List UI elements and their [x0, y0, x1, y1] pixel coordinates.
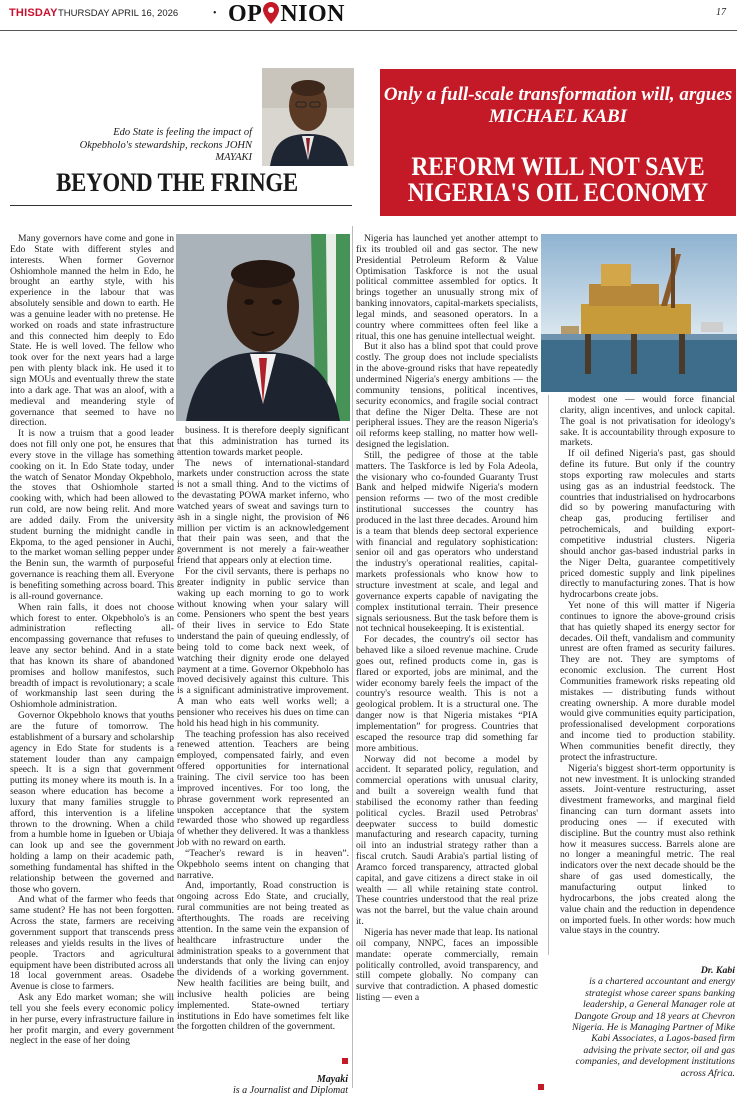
- paragraph: The news of international-standard markets under construction across the state is not a small thing. And to the victims of the devastating POWA market inferno, who watched years of sweat and savings turn to ash in a single night, the provision of ₦6 million per victim is an acknowledgement that their pain was seen, and that the government is not merely a fair-weather friend that appears only at election time.: [177, 457, 349, 567]
- kicker-right: Only a full-scale transformation will, argues MICHAEL KABI: [383, 84, 733, 127]
- bio-name: Dr. Kabi: [700, 965, 735, 976]
- headline-right: REFORM WILL NOT SAVE NIGERIA'S OIL ECONOMY: [407, 152, 709, 207]
- paragraph: It is now a truism that a good leader does not fill only one pot, he ensures that every stove in the village has something cooking on it. In Edo State today, under the watch of Senator Monday Okpebholo, the stoves that Oshiomhole started cooking with, which had been allowed to run cold, are now being relit. And more are added daily. From the university student burning the midnight candle in Ekpoma, to the aged pensioner in Auchi, to the market woman selling pepper under the Benin sun, the warmth of purposeful governance is reaching them all. Everyone is benefiting something across board. This is all-round governance.: [10, 428, 174, 602]
- paragraph: Still, the pedigree of those at the table matters. The Taskforce is led by Fola Adeola, the visionary who co-founded Guaranty Trust Bank and helped midwife Nigeria's modern pension reforms — two of the most credible institutional successes the country has produced in the last three decades. Around him is a team that blends deep sectoral experience with financial and regulatory sophistication: senior oil and gas operators who understand the industry's operational realities, capital-markets professionals who know how to structure investment at scale, and legal and governance experts capable of navigating the complex institutional terrain. Their presence signals seriousness. But the task before them is not technical housekeeping. It is existential.: [356, 449, 538, 635]
- location-pin-icon: [263, 2, 279, 31]
- paragraph: Nigeria has launched yet another attempt to fix its troubled oil and gas sector. The new Presidential Petroleum Reform & Value Optimisation Taskforce is not the usual political committee assembled for optics. It brings together an unusually strong mix of banking innovators, capital-markets specialists, legal minds, and seasoned operators. In a country where committees often feel like a ritual, this one has genuine intellectual weight.: [356, 233, 538, 342]
- headline-left: BEYOND THE FRINGE: [56, 168, 298, 197]
- section-title-part: OP: [228, 1, 263, 27]
- author-signature-left: [180, 1074, 348, 1096]
- paragraph: If oil defined Nigeria's past, gas should define its future. But only if the country stops exporting raw molecules and starts using gas as an industrial feedstock. The countries that industrialised on hydrocarbons did so by powering manufacturing with cheap gas, producing fertiliser and petrochemicals, and building export-competitive industrial clusters. Nigeria should anchor gas-based industrial parks in the Niger Delta, guarantee competitively priced domestic supply and link pipelines directly to manufacturing zones. That is how hydrocarbons create jobs.: [560, 448, 735, 601]
- standfirst-left: Edo State is feeling the impact of Okpebholo's stewardship, reckons JOHN MAYAKI: [79, 127, 252, 163]
- paragraph: When rain falls, it does not choose which forest to enter. Okpebholo's is an administration reflecting all-encompassing governance that refuses to leave any sector behind. And in a state that has known its share of abandoned promises and hollow manifestos, such breadth of impact is revolutionary; a scale of workmanship last seen during the Oshiomhole administration.: [10, 601, 174, 711]
- paragraph: But it also has a blind spot that could prove costly. The group does not include specialists in the above-ground risks that have repeatedly undermined Nigeria's energy ambitions — the community tensions, political incentives, security economics, and fragile social contract that define the Niger Delta. These are not peripheral issues. They are the reason Nigeria's oil reforms keep stalling, no matter how well-designed the legislation.: [356, 341, 538, 451]
- paragraph: For the civil servants, there is perhaps no greater indignity in public service than waking up each morning to go to work without knowing when your salary will come. Pensioners who spent the best years of their lives in service to Edo State understand the pain of queuing endlessly, of being told to come back next week, of watching their dignity erode one delayed payment at a time. Governor Okpebholo has moved decisively against this culture. This is a significant administrative improvement. A man who eats well works well; a pensioner who receives his dues on time can hold his head high in his community.: [177, 565, 349, 729]
- paragraph: modest one — would force financial clarity, align incentives, and unlock capital. The goal is not privatisation for ideology's sake. It is accountability through exposure to markets.: [560, 394, 735, 449]
- paragraph: The teaching profession has also received renewed attention. Teachers are being employed, compensated fairly, and even offered opportunities for international training. The civil service too has been improved incentives. For too long, the phrase government work represented an unspoken acceptance that the system rewarded those who showed up regardless of whether they delivered. It was a thankless job with no reward on earth.: [177, 728, 349, 849]
- page-number: 17: [716, 7, 726, 18]
- brand-logo: THISDAY: [9, 7, 58, 19]
- signature-role: is a Journalist and Diplomat: [232, 1085, 348, 1096]
- paragraph: Ask any Edo market woman; she will tell you she feels every economic policy in her purse, every infrastructure failure in her profit margin, and every government neglect in the ease of her doing: [10, 992, 174, 1047]
- column-divider: [352, 226, 353, 1088]
- paragraph: Governor Okpebholo knows that youths are the future of tomorrow. The establishment of a bursary and scholarship agency in Edo State for students is a statement louder than any campaign speech. It is a sign that government putting its money where its mouth is. In a season where education has become a luxury that many families struggle to afford, this intervention is a lifeline thrown to the drowning. When a child from a humble home in Igueben or Ubiaja can look up and see the government holding a lamp on their academic path, something fundamental has shifted in the relationship between the governed and those who govern.: [10, 710, 174, 895]
- right-article-column-2: [560, 395, 735, 937]
- paragraph: Nigeria's biggest short-term opportunity is not new investment. It is unlocking stranded assets. Joint-venture restructuring, asset divestment frameworks, and marginal field financing can turn dormant assets into producing ones — if executed with discipline. But the country must also rethink how it measures success. Barrels alone are no longer a meaningful metric. The real indicators over the next decade should be the share of gas used domestically, the manufacturing output linked to hydrocarbons, the jobs created along the value chain and the reduction in dependence on imported fuels. In other words: how much value stays in the country.: [560, 762, 735, 937]
- section-title-text: [228, 1, 345, 27]
- headline-rule: [10, 205, 352, 206]
- section-title-part: NION: [280, 1, 345, 27]
- left-article-column-1: [10, 234, 174, 1047]
- left-article-column-2: [177, 426, 349, 1033]
- bio-text: is a chartered accountant and energy strategist whose career spans banking leadership, a General Manager role at Dangote Group and 18 years at Chevron Nigeria. He is Managing Partner of Mike Kabi Associates, a Lagos-based firm advising the private sector, oil and gas companies, and development institutions across Africa.: [572, 976, 735, 1079]
- governor-photo: [176, 234, 350, 421]
- end-of-article-mark: [538, 1084, 544, 1090]
- paragraph: “Teacher's reward is in heaven”. Okpebholo seems intent on changing that narrative.: [177, 847, 349, 881]
- paragraph: Many governors have come and gone in Edo State with different styles and interests. When former Governor Oshiomhole manned the helm in Edo, he brought an earthy style, with his experience in the labour that was absolutely sensible and down to earth. He was a genuine leader with no pretense. He worked on roads and state infrastructure and this connected him deeply to Edo State. He is well loved. The fellow who took over for the next years had a large pen with plenty black ink. He used it to sign MOUs and eventually threw the state into a dark age. That was an aloof, with a medieval and meandering style of governance that seemed to have no direction.: [10, 233, 174, 429]
- paragraph: And what of the farmer who feeds that same student? He has not been forgotten. Across the state, farmers are receiving government support that transcends press releases and yields results in the lives of people. Tractors and agricultural equipment have been distributed across all 18 local government areas. Osadebe Avenue is close to farmers.: [10, 894, 174, 993]
- author-portrait-mayaki: [262, 68, 354, 166]
- separator-dot: •: [213, 8, 217, 19]
- paragraph: Yet none of this will matter if Nigeria continues to ignore the above-ground crisis that has quietly shaped its energy sector for decades. Oil theft, vandalism and community unrest are often framed as security failures. They are not. They are symptoms of economic exclusion. The current Host Communities framework risks repeating old mistakes — distributing funds without creating ownership. A more durable model would give communities equity participation, professionalised development corporations and income tied to production stability. When communities benefit directly, they protect the infrastructure.: [560, 600, 735, 763]
- paragraph: Nigeria has never made that leap. Its national oil company, NNPC, faces an impossible mandate: operate commercially, remain politically controlled, avoid transparency, and still compete globally. No company can survive that contradiction. A phased domestic listing — even a: [356, 927, 538, 1004]
- masthead-rule: [0, 30, 737, 31]
- section-title: [228, 1, 345, 31]
- oil-platform-photo: [541, 234, 737, 392]
- paragraph: For decades, the country's oil sector has behaved like a siloed revenue machine. Crude goes out, refined products come in, gas is flared or exported, jobs are minimal, and the wider economy barely feels the impact of the country's resource wealth. This is not a geological problem. It is a structural one. The danger now is that Nigeria mistakes “PIA implementation” for progress. Countries that escaped the resource trap did something far more ambitious.: [356, 634, 538, 754]
- column-divider: [548, 395, 549, 955]
- signature-name: Mayaki: [316, 1074, 348, 1085]
- paragraph: business. It is therefore deeply significant that this administration has turned its attention towards market people.: [177, 425, 349, 458]
- paragraph: Norway did not become a model by accident. It separated policy, regulation, and commercial operations with unusual clarity, and built a sovereign wealth fund that stabilised the economy rather than feeding political cycles. Brazil used Petrobras' deepwater success to build domestic manufacturing and research capacity, turning oil into an industrial strategy rather than a fiscal crutch. Saudi Arabia's partial listing of Aramco forced transparency, attracted global capital, and gave citizens a direct stake in oil wealth — all while retaining state control. These countries understood that the real prize was not the barrel, but the value chain around it.: [356, 753, 538, 928]
- end-of-article-mark: [342, 1058, 348, 1064]
- author-bio-right: [560, 965, 735, 1079]
- paragraph: And, importantly, Road construction is ongoing across Edo State, and crucially, rural communities are not being treated as afterthoughts. The roads are receiving attention. In the same vein the expansion of healthcare infrastructure under the administration speaks to a government that understands that only the living can enjoy the dividends of a working government. New health facilities are being built, and inclusive health policies are being implemented. State-owned tertiary institutions in Edo have sometimes felt like the forgotten children of the government.: [177, 880, 349, 1033]
- right-article-column-1: [356, 234, 538, 1004]
- issue-date: THURSDAY APRIL 16, 2026: [58, 8, 179, 19]
